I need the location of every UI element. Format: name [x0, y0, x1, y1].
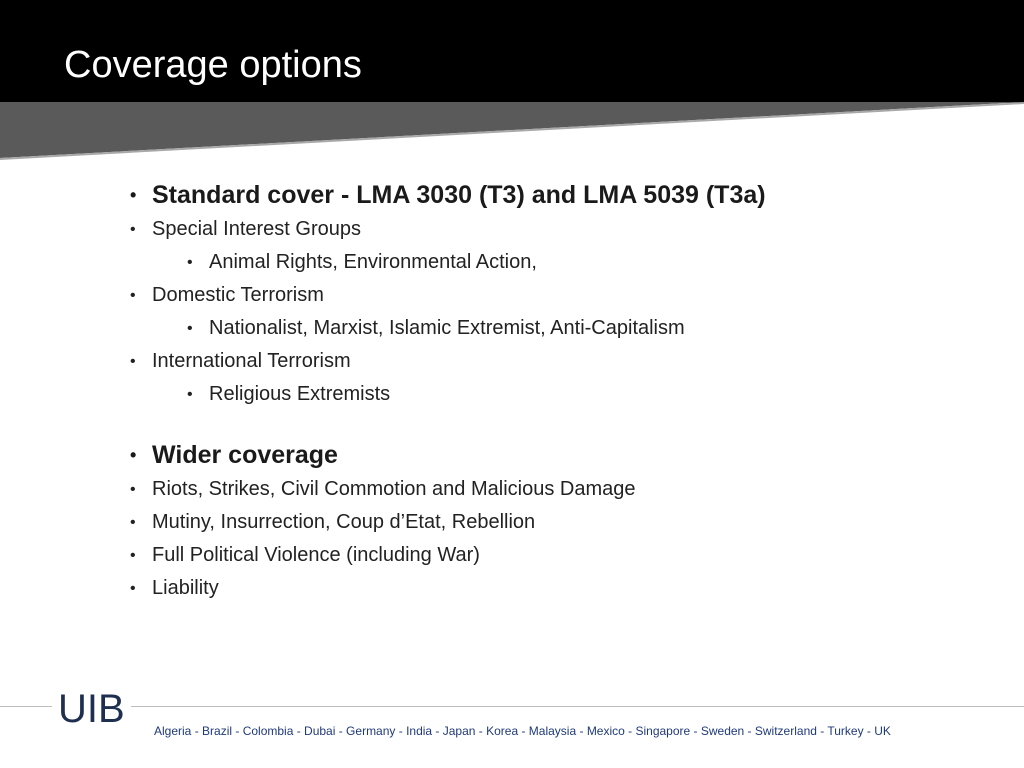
- bullet-item: [130, 438, 990, 473]
- bullet-item: [130, 345, 990, 378]
- section-gap: [130, 411, 990, 438]
- bullet-dot: •: [130, 185, 137, 205]
- bullet-item: [130, 539, 990, 572]
- footer-divider: [0, 706, 1024, 707]
- bullet-list: [130, 178, 990, 605]
- bullet-item: [130, 572, 990, 605]
- bullet-text: Special Interest Groups: [152, 218, 361, 240]
- bullet-dot: •: [187, 386, 193, 403]
- bullet-dot: •: [130, 547, 136, 564]
- bullet-item: [130, 279, 990, 312]
- bullet-text: Mutiny, Insurrection, Coup d’Etat, Rebellion: [152, 511, 536, 533]
- bullet-dot: •: [130, 221, 136, 238]
- bullet-dot: •: [130, 580, 136, 597]
- bullet-text: Domestic Terrorism: [152, 284, 324, 306]
- bullet-dot: •: [130, 353, 136, 370]
- bullet-text: Liability: [152, 577, 219, 599]
- sub-bullet-item: [187, 312, 990, 345]
- bullet-dot: •: [187, 320, 193, 337]
- slide-title: Coverage options: [64, 44, 362, 86]
- bullet-dot: •: [130, 287, 136, 304]
- sub-bullet-item: [187, 378, 990, 411]
- uib-logo: UIB: [52, 685, 131, 733]
- bullet-item: [130, 506, 990, 539]
- bullet-text: Riots, Strikes, Civil Commotion and Malicious Damage: [152, 478, 636, 500]
- bullet-text: Religious Extremists: [209, 383, 391, 405]
- bullet-text: Animal Rights, Environmental Action,: [209, 251, 537, 273]
- header-accent-band: [0, 102, 1024, 162]
- bullet-item: [130, 178, 990, 213]
- bullet-text: Wider coverage: [152, 441, 338, 469]
- bullet-dot: •: [130, 514, 136, 531]
- bullet-dot: •: [130, 445, 137, 465]
- bullet-text: Nationalist, Marxist, Islamic Extremist, Anti-Capitalism: [209, 317, 685, 339]
- bullet-text: International Terrorism: [152, 350, 351, 372]
- title-bar: [0, 0, 1024, 103]
- bullet-dot: •: [187, 254, 193, 271]
- bullet-item: [130, 213, 990, 246]
- bullet-text: Standard cover - LMA 3030 (T3) and LMA 5039 (T3a): [152, 181, 766, 209]
- footer-country-list: Algeria - Brazil - Colombia - Dubai - Germany - India - Japan - Korea - Malaysia - Mexico - Singapore - Sweden - Switzerland - Turkey - UK: [154, 724, 891, 738]
- bullet-text: Full Political Violence (including War): [152, 544, 480, 566]
- bullet-item: [130, 473, 990, 506]
- bullet-dot: •: [130, 481, 136, 498]
- sub-bullet-item: [187, 246, 990, 279]
